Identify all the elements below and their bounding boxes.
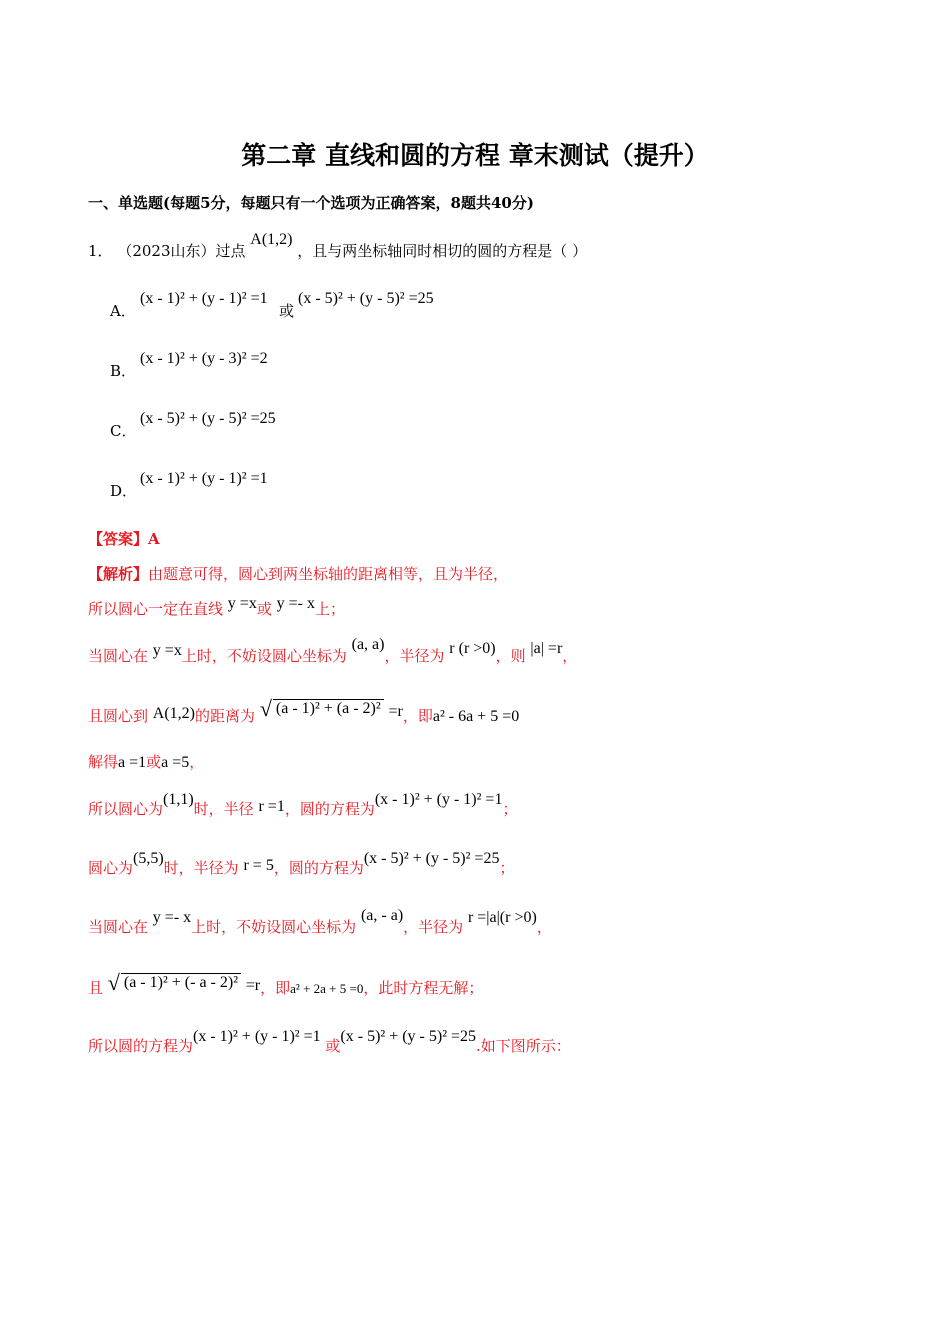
analysis-label: 【解析】 (88, 565, 149, 583)
analysis-line-6: 所以圆心为(1,1)时，半径 r =1，圆的方程为(x - 1)² + (y - 1)² =1； (88, 791, 518, 818)
option-letter: C． (110, 422, 137, 440)
option-d-eq: (x - 1)² + (y - 1)² =1 (140, 470, 268, 487)
option-letter: A． (110, 302, 136, 320)
radical-icon: √ (259, 696, 272, 721)
question-number: 1． (88, 242, 113, 260)
point-a: A(1,2) (250, 231, 293, 248)
answer-line (88, 528, 160, 549)
analysis-line-2: 所以圆心一定在直线 y =x或 y =- x上； (88, 595, 345, 618)
analysis-line-10: 所以圆的方程为(x - 1)² + (y - 1)² =1 或(x - 5)² + (y - 5)² =25.如下图所示： (88, 1028, 571, 1055)
radical-icon: √ (107, 970, 120, 995)
question-stem (88, 231, 588, 261)
option-b[interactable] (110, 360, 136, 381)
option-a-eq1: (x - 1)² + (y - 1)² =1 (140, 290, 268, 307)
answer-value: A (148, 530, 160, 548)
option-c-eq: (x - 5)² + (y - 5)² =25 (140, 410, 276, 427)
option-b-eq: (x - 1)² + (y - 3)² =2 (140, 350, 268, 367)
option-c[interactable] (110, 420, 136, 441)
analysis-line-4: 且圆心到 A(1,2)的距离为 √ (a - 1)² + (a - 2)² =r，即a² - 6a + 5 =0 (88, 696, 520, 725)
option-letter: B． (110, 362, 137, 380)
analysis-line-1: 【解析】由题意可得，圆心到两坐标轴的距离相等，且为半径， (88, 565, 509, 583)
option-a-sep: 或 (279, 302, 295, 320)
analysis-line-8: 当圆心在 y =- x上时，不妨设圆心坐标为 (a, - a)，半径为 r =|a|(r >0)， (88, 907, 552, 936)
analysis-line-5: 解得a =1或a =5， (88, 753, 205, 771)
option-letter: D． (110, 482, 138, 500)
section-heading: 一、单选题(每题5分，每题只有一个选项为正确答案，8题共40分) (88, 194, 534, 212)
answer-label: 【答案】 (88, 530, 149, 548)
analysis-line-7: 圆心为(5,5)时，半径为 r = 5，圆的方程为(x - 5)² + (y - 5)² =25； (88, 850, 515, 877)
option-a-eq2: (x - 5)² + (y - 5)² =25 (298, 290, 434, 307)
analysis-line-3: 当圆心在 y =x上时，不妨设圆心坐标为 (a, a)，半径为 r (r >0)，则 |a| =r， (88, 636, 578, 665)
page-title: 第二章 直线和圆的方程 章末测试（提升） (241, 141, 709, 170)
analysis-line-9: 且 √ (a - 1)² + (- a - 2)² =r，即a² + 2a + 5 =0，此时方程无解； (88, 970, 484, 997)
question-stem-rest: ，且与两坐标轴同时相切的圆的方程是（ ） (297, 242, 588, 260)
option-d[interactable] (110, 480, 137, 501)
option-a[interactable] (110, 300, 136, 321)
question-source: （2023山东）过点 (117, 242, 246, 260)
